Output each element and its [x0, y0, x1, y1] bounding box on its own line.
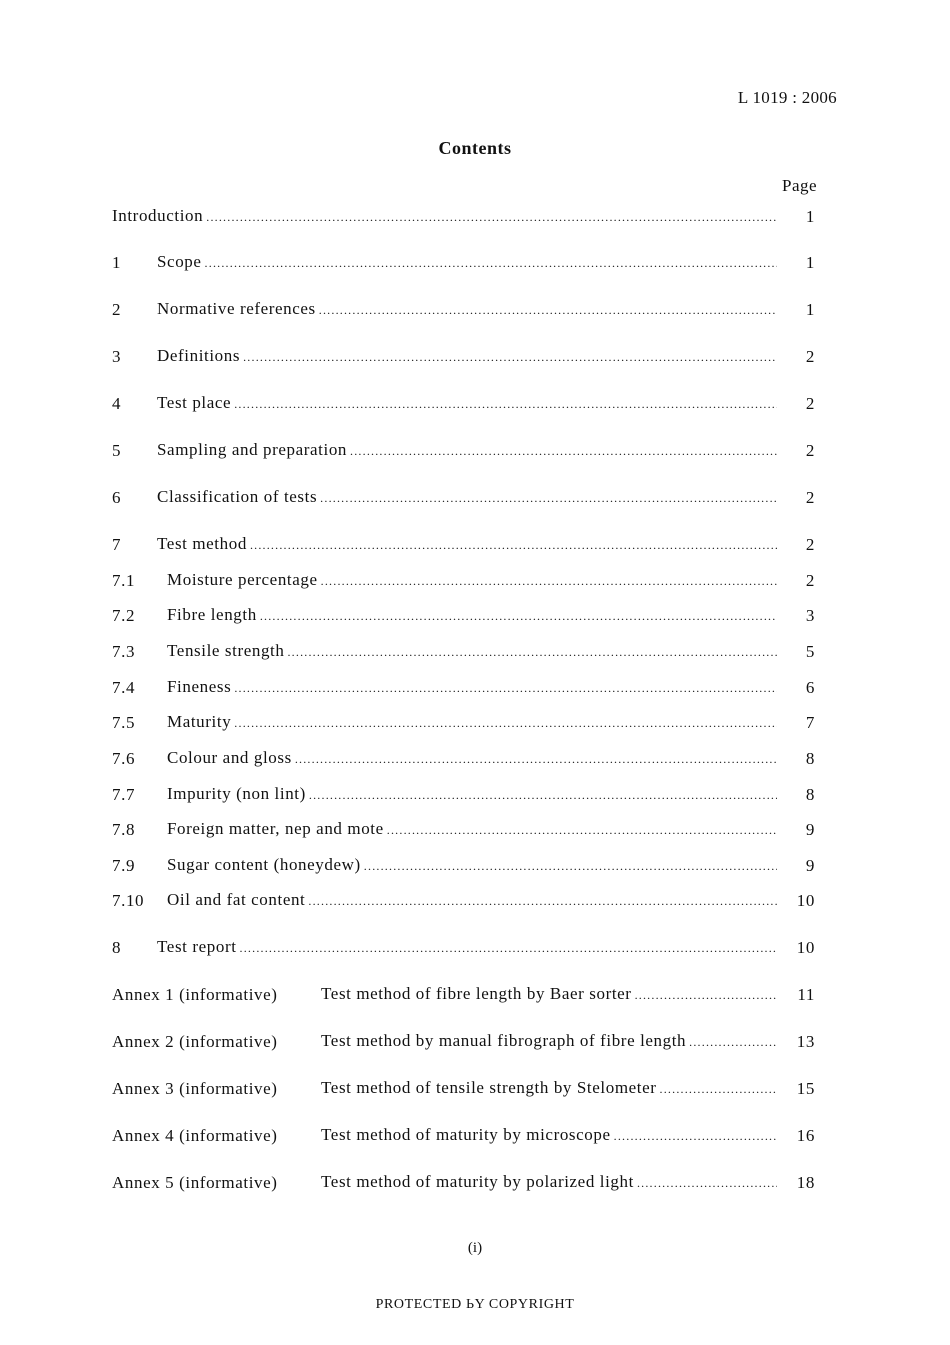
toc-entry-number: Annex 2 (informative): [112, 1032, 278, 1051]
dot-leader: [614, 1125, 777, 1147]
toc-entry-page: 7: [805, 713, 815, 732]
dot-leader: [234, 712, 777, 734]
toc-entry-number: 7.5: [112, 713, 136, 732]
toc-entry-page: 11: [797, 985, 815, 1004]
toc-entry-title: Classification of tests: [157, 487, 318, 506]
toc-entry[interactable]: [112, 1031, 815, 1053]
toc-entry-number: Annex 1 (informative): [112, 985, 278, 1004]
toc-entry[interactable]: [112, 487, 815, 509]
toc-entry-title: Scope: [157, 252, 202, 271]
toc-entry-page: 2: [805, 441, 815, 460]
toc-entry-page: 2: [805, 535, 815, 554]
page-number: (i): [467, 1240, 483, 1256]
dot-leader: [243, 346, 777, 368]
toc-entry-page: 13: [796, 1032, 815, 1051]
toc-entry-page: 18: [796, 1173, 815, 1192]
toc-entry-number: Annex 5 (informative): [112, 1173, 278, 1192]
toc-entry-number: 4: [112, 394, 122, 413]
page-title: Contents: [438, 138, 512, 158]
toc-entry-title: Moisture percentage: [167, 570, 318, 589]
toc-entry[interactable]: [112, 819, 815, 841]
toc-entry[interactable]: [112, 855, 815, 877]
toc-entry[interactable]: [112, 641, 815, 663]
toc-entry-page: 1: [805, 207, 815, 226]
toc-entry-number: 2: [112, 300, 122, 319]
toc-entry[interactable]: [112, 1078, 815, 1100]
dot-leader: [350, 440, 777, 462]
toc-entry[interactable]: [112, 1172, 815, 1194]
toc-entry-title: Test place: [157, 393, 232, 412]
dot-leader: [321, 570, 777, 592]
toc-entry[interactable]: [112, 677, 815, 699]
dot-leader: [635, 984, 777, 1006]
toc-entry-title: Impurity (non lint): [167, 784, 306, 803]
copyright-footer: PROTECTED ЬY COPYRIGHT: [375, 1297, 575, 1312]
toc-entry-number: 7.4: [112, 678, 136, 697]
toc-entry-number: 7.9: [112, 856, 136, 875]
toc-entry[interactable]: [112, 252, 815, 274]
toc-entry-title: Test method by manual fibrograph of fibre length: [321, 1031, 687, 1050]
dot-leader: [260, 605, 777, 627]
toc-entry[interactable]: [112, 890, 815, 912]
toc-entry[interactable]: [112, 937, 815, 959]
toc-entry-title: Normative references: [157, 299, 316, 318]
toc-entry-page: 10: [796, 891, 815, 910]
toc-entry-title: Foreign matter, nep and mote: [167, 819, 384, 838]
toc-entry-title: Introduction: [112, 206, 204, 225]
toc-entry-number: 7: [112, 535, 122, 554]
toc-entry-page: 2: [805, 394, 815, 413]
toc-entry-page: 3: [805, 606, 815, 625]
toc-entry-title: Test method of fibre length by Baer sorter: [321, 984, 632, 1003]
dot-leader: [320, 487, 777, 509]
toc-entry[interactable]: [112, 984, 815, 1006]
toc-entry-number: 7.3: [112, 642, 136, 661]
toc-entry-title: Oil and fat content: [167, 890, 306, 909]
toc-entry[interactable]: [112, 299, 815, 321]
toc-entry-title: Sugar content (honeydew): [167, 855, 361, 874]
toc-entry-title: Fineness: [167, 677, 232, 696]
dot-leader: [319, 299, 777, 321]
page-column-heading: Page: [782, 176, 818, 195]
toc-entry-number: Annex 4 (informative): [112, 1126, 278, 1145]
toc-entry-page: 9: [805, 820, 815, 839]
toc-entry[interactable]: [112, 570, 815, 592]
toc-entry[interactable]: [112, 748, 815, 770]
toc-entry-page: 2: [805, 488, 815, 507]
toc-entry-title: Definitions: [157, 346, 241, 365]
toc-entry-page: 2: [805, 571, 815, 590]
toc-entry-number: 8: [112, 938, 122, 957]
toc-entry-page: 2: [805, 347, 815, 366]
dot-leader: [364, 855, 777, 877]
dot-leader: [240, 937, 777, 959]
toc-entry-number: Annex 3 (informative): [112, 1079, 278, 1098]
toc-entry-page: 5: [805, 642, 815, 661]
toc-entry-number: 1: [112, 253, 122, 272]
toc-entry[interactable]: [112, 712, 815, 734]
toc-entry-number: 7.1: [112, 571, 136, 590]
dot-leader: [234, 393, 777, 415]
toc-entry[interactable]: [112, 605, 815, 627]
dot-leader: [205, 252, 777, 274]
toc-entry-page: 8: [805, 785, 815, 804]
toc-entry-title: Test report: [157, 937, 237, 956]
toc-entry-page: 9: [805, 856, 815, 875]
toc-entry-title: Test method of maturity by microscope: [321, 1125, 611, 1144]
dot-leader: [309, 784, 777, 806]
toc-entry-title: Fibre length: [167, 605, 257, 624]
toc-entry[interactable]: [112, 1125, 815, 1147]
toc-entry-page: 6: [805, 678, 815, 697]
toc-entry-number: 3: [112, 347, 122, 366]
dot-leader: [287, 641, 777, 663]
toc-entry-page: 10: [796, 938, 815, 957]
toc-entry[interactable]: [112, 534, 815, 556]
toc-entry-title: Sampling and preparation: [157, 440, 348, 459]
dot-leader: [234, 677, 777, 699]
dot-leader: [308, 890, 777, 912]
toc-entry-title: Maturity: [167, 712, 232, 731]
toc-entry-title: Test method of tensile strength by Stelometer: [321, 1078, 657, 1097]
toc-entry[interactable]: [112, 346, 815, 368]
dot-leader: [660, 1078, 777, 1100]
toc-entry-title: Colour and gloss: [167, 748, 292, 767]
toc-entry[interactable]: [112, 393, 815, 415]
dot-leader: [637, 1172, 777, 1194]
toc-entry-number: 7.10: [112, 891, 145, 910]
toc-entry-page: 1: [805, 253, 815, 272]
toc-entry[interactable]: [112, 206, 815, 228]
toc-entry-title: Tensile strength: [167, 641, 285, 660]
toc-entry-number: 7.7: [112, 785, 136, 804]
toc-entry-title: Test method of maturity by polarized light: [321, 1172, 634, 1191]
toc-entry-number: 6: [112, 488, 122, 507]
toc-entry-page: 16: [796, 1126, 815, 1145]
toc-entry-page: 8: [805, 749, 815, 768]
toc-entry-number: 7.6: [112, 749, 136, 768]
toc-entry[interactable]: [112, 440, 815, 462]
toc-entry-number: 7.2: [112, 606, 136, 625]
dot-leader: [295, 748, 777, 770]
dot-leader: [250, 534, 777, 556]
toc-entry-title: Test method: [157, 534, 247, 553]
toc-entry-page: 15: [796, 1079, 815, 1098]
toc-entry-number: 7.8: [112, 820, 136, 839]
toc-entry-number: 5: [112, 441, 122, 460]
dot-leader: [206, 206, 777, 228]
dot-leader: [387, 819, 777, 841]
document-id: L 1019 : 2006: [737, 88, 837, 107]
toc-entry[interactable]: [112, 784, 815, 806]
toc-entry-page: 1: [805, 300, 815, 319]
dot-leader: [689, 1031, 777, 1053]
